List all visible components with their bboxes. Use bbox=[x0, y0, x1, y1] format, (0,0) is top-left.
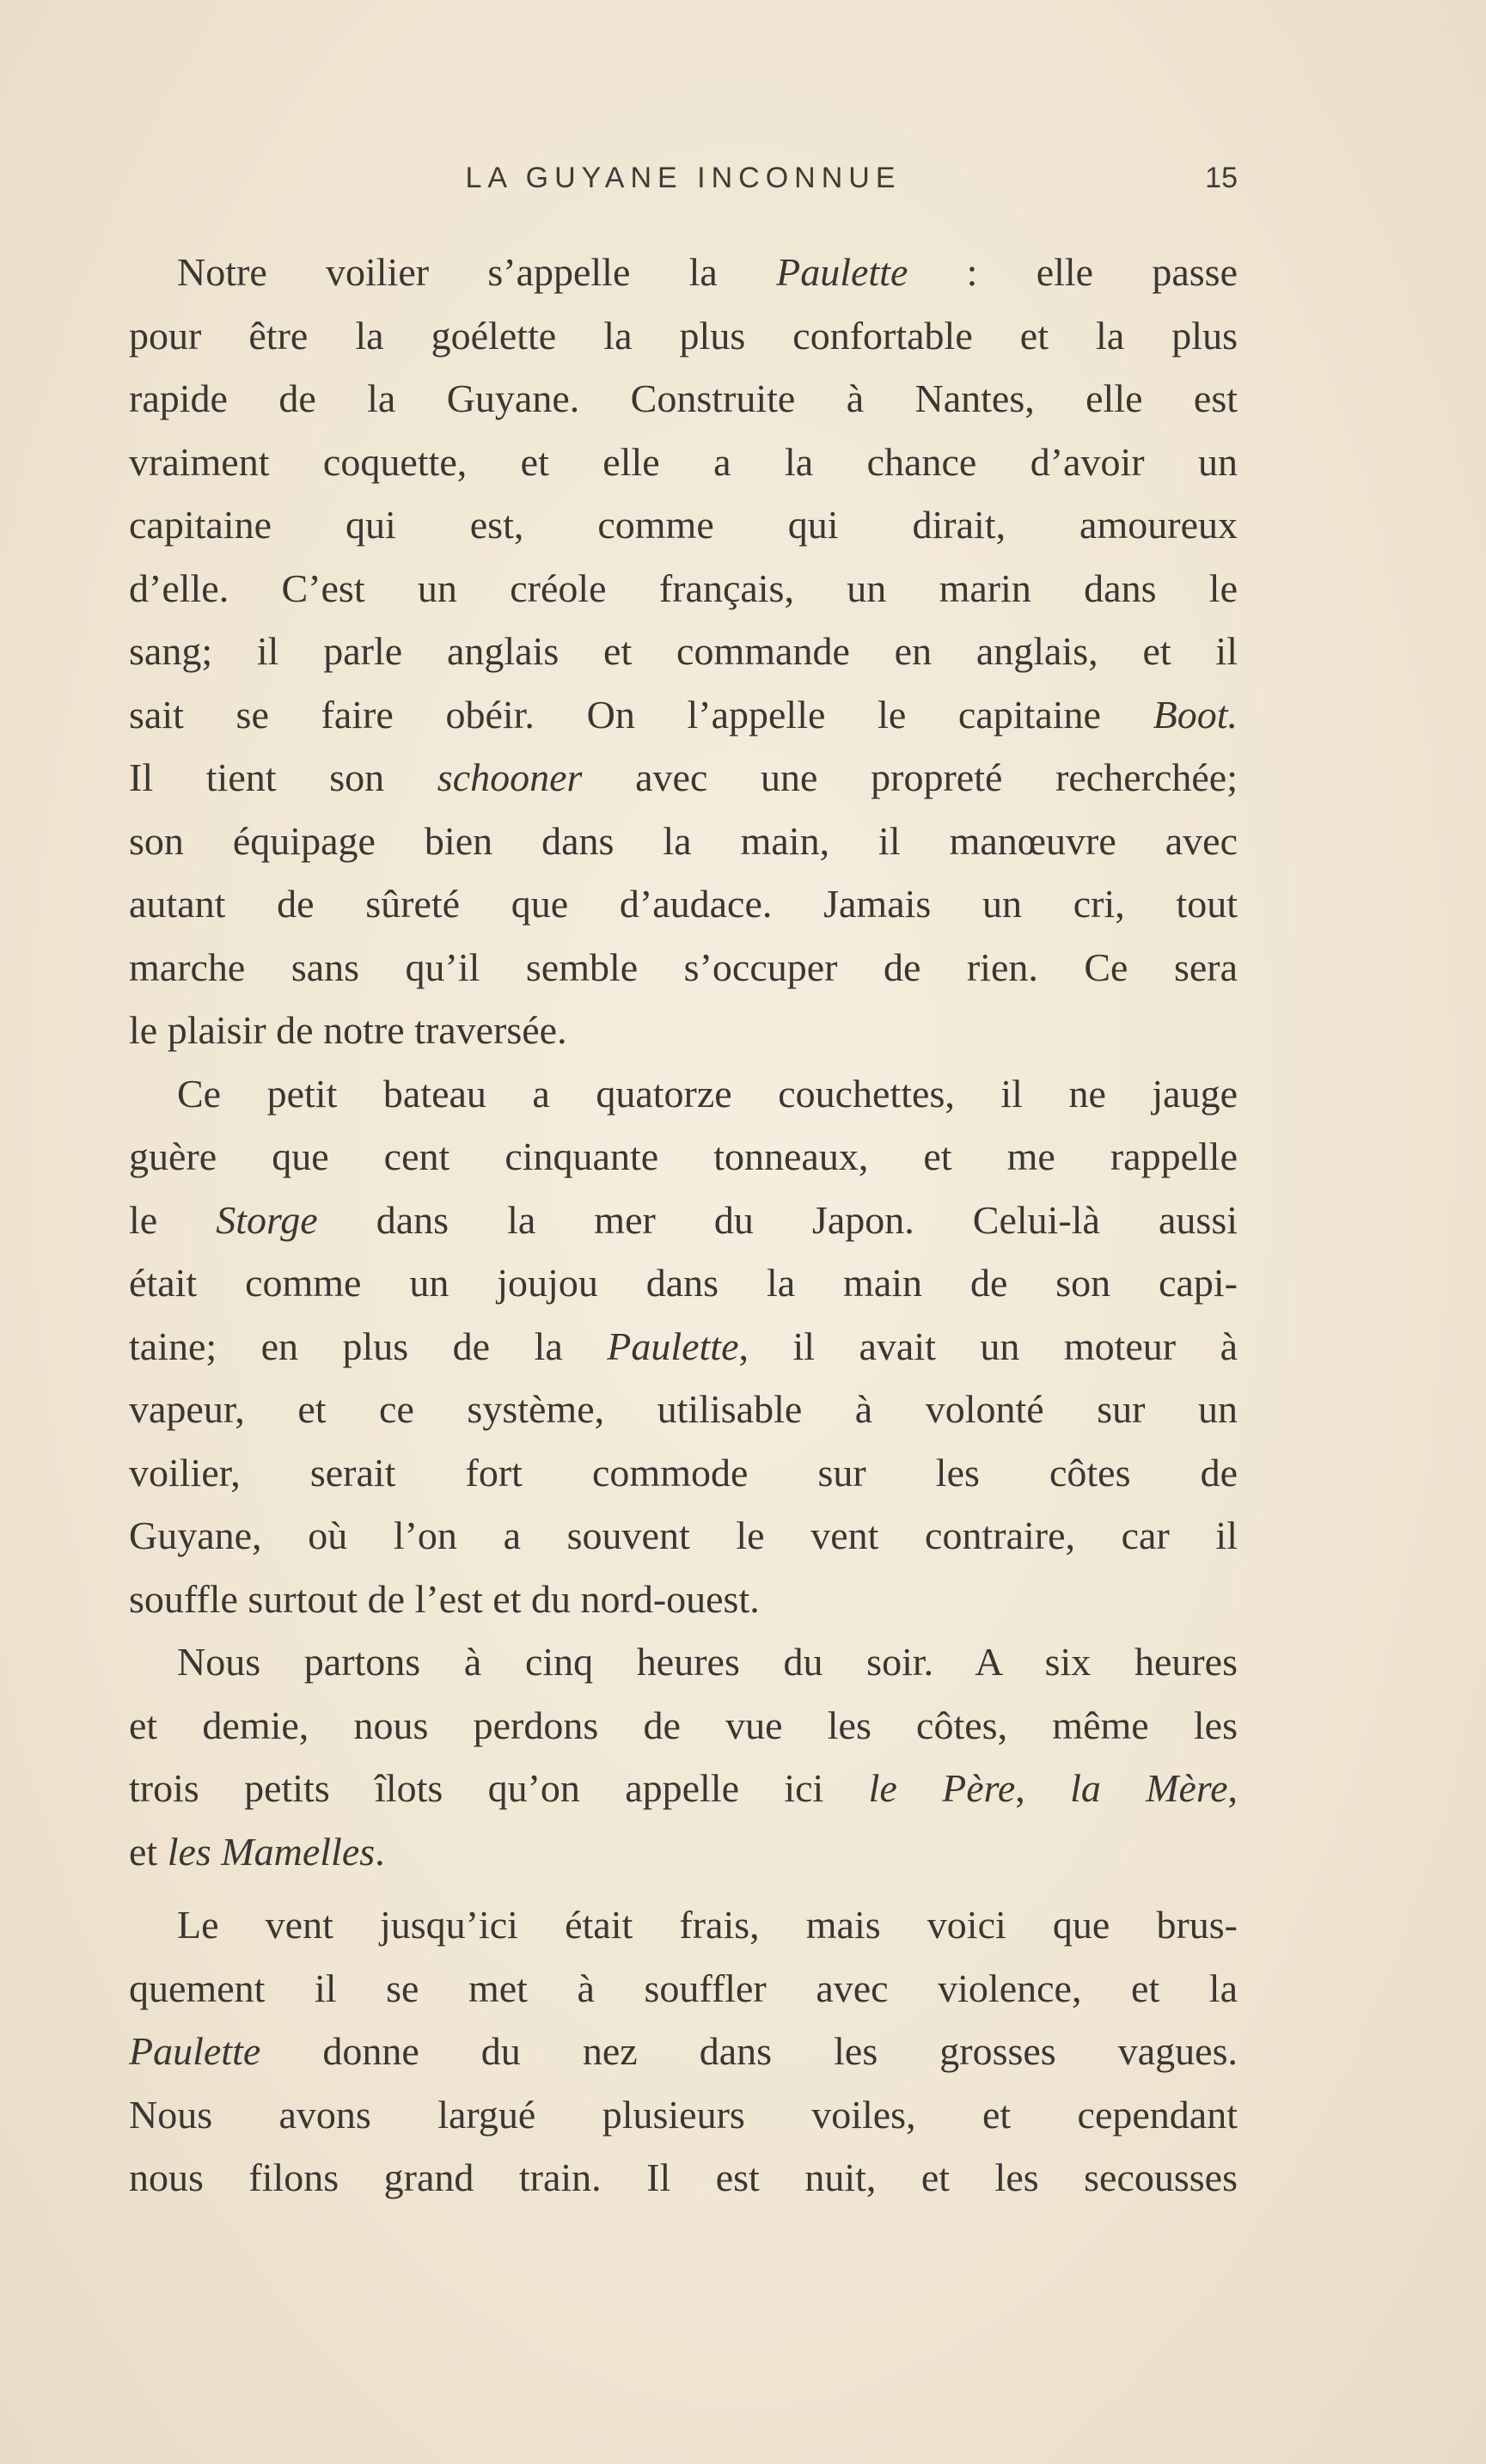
text-line: Notre voilier s’appelle la Paulette : elle passe bbox=[177, 250, 1238, 294]
text-line: vraiment coquette, et elle a la chance d’avoir un bbox=[129, 439, 1238, 484]
text-line: voilier, serait fort commode sur les côtes de bbox=[129, 1450, 1238, 1495]
text-line: souffle surtout de l’est et du nord-ouest. bbox=[129, 1576, 760, 1621]
text-line: Il tient son schooner avec une propreté recherchée; bbox=[129, 755, 1238, 799]
text-line: Le vent jusqu’ici était frais, mais voici que brus- bbox=[177, 1903, 1238, 1947]
text-line: Paulette donne du nez dans les grosses vagues. bbox=[129, 2029, 1238, 2073]
text-line: le plaisir de notre traversée. bbox=[129, 1008, 567, 1052]
text-line: le Storge dans la mer du Japon. Celui-là aussi bbox=[129, 1197, 1238, 1242]
text-line: Guyane, où l’on a souvent le vent contraire, car il bbox=[129, 1513, 1238, 1557]
text-line: sang; il parle anglais et commande en anglais, et il bbox=[129, 629, 1238, 673]
text-line: sait se faire obéir. On l’appelle le capitaine Boot. bbox=[129, 692, 1238, 737]
text-line: quement il se met à souffler avec violence, et la bbox=[129, 1966, 1238, 2010]
text-line: et demie, nous perdons de vue les côtes, même les bbox=[129, 1703, 1238, 1747]
running-head bbox=[129, 162, 1238, 199]
running-title: LA GUYANE INCONNUE bbox=[465, 162, 902, 194]
paragraph-gap bbox=[129, 1883, 1238, 1893]
text-line: rapide de la Guyane. Construite à Nantes, elle est bbox=[129, 376, 1238, 420]
text-line: Nous avons largué plusieurs voiles, et cependant bbox=[129, 2092, 1238, 2137]
text-line: trois petits îlots qu’on appelle ici le Père, la Mère, bbox=[129, 1766, 1238, 1810]
text-line: capitaine qui est, comme qui dirait, amoureux bbox=[129, 503, 1238, 547]
text-line: était comme un joujou dans la main de son capi- bbox=[129, 1261, 1238, 1305]
text-line: d’elle. C’est un créole français, un marin dans le bbox=[129, 566, 1238, 610]
text-line: guère que cent cinquante tonneaux, et me rappelle bbox=[129, 1134, 1238, 1178]
text-line: Ce petit bateau a quatorze couchettes, il ne jauge bbox=[177, 1071, 1238, 1116]
body-text bbox=[129, 241, 1238, 2210]
text-line: pour être la goélette la plus confortable et la plus bbox=[129, 313, 1238, 358]
text-line: son équipage bien dans la main, il manœuvre avec bbox=[129, 818, 1238, 863]
text-line: Nous partons à cinq heures du soir. A six heures bbox=[177, 1640, 1238, 1684]
text-line: nous filons grand train. Il est nuit, et les secousses bbox=[129, 2155, 1238, 2199]
text-line: taine; en plus de la Paulette, il avait un moteur à bbox=[129, 1324, 1238, 1368]
text-line: autant de sûreté que d’audace. Jamais un cri, tout bbox=[129, 882, 1238, 926]
text-line: vapeur, et ce système, utilisable à volonté sur un bbox=[129, 1387, 1238, 1431]
text-line: et les Mamelles. bbox=[129, 1829, 385, 1874]
text-line: marche sans qu’il semble s’occuper de rien. Ce sera bbox=[129, 945, 1238, 989]
page-number: 15 bbox=[1205, 162, 1238, 194]
